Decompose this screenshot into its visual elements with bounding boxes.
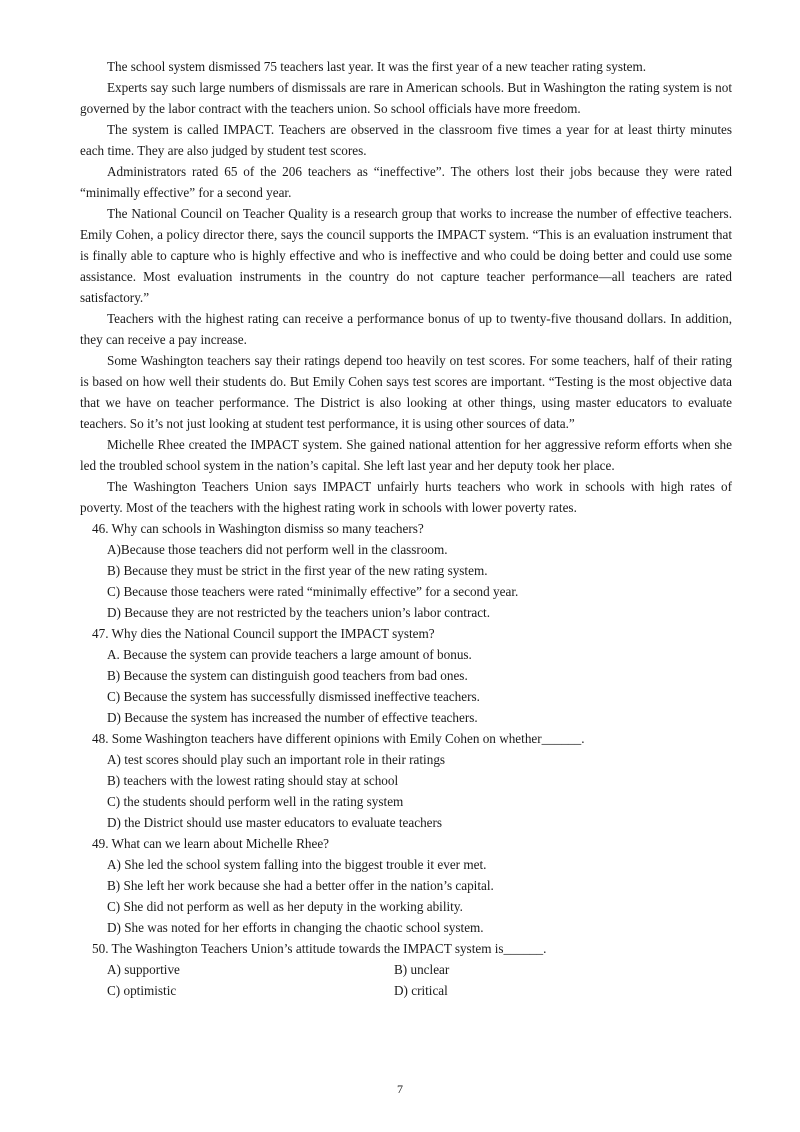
question-50 [80, 938, 732, 1001]
answer-option: A) She led the school system falling into the biggest trouble it ever met. [107, 857, 487, 872]
passage-paragraph: Some Washington teachers say their ratings depend too heavily on test scores. For some teachers, half of their rating is based on how well their students do. But Emily Cohen says test scores are important. “Testing is the most objective data that we have on teacher performance. The District is also looking at other things, using master educators to evaluate teachers. So it’s not just looking at student test performance, it is using other sources of data.” [80, 353, 732, 431]
page-number: 7 [397, 1082, 403, 1096]
answer-option: C) Because those teachers were rated “minimally effective” for a second year. [107, 584, 519, 599]
passage-paragraph: The National Council on Teacher Quality is a research group that works to increase the number of effective teachers. Emily Cohen, a policy director there, says the council supports the IMPACT system. “This is an evaluation instrument that is finally able to capture who is highly effective and who is ineffective and who could be doing better and could use some assistance. Most evaluation instruments in the country do not capture teacher performance—all teachers are rated satisfactory.” [80, 206, 732, 305]
answer-option: B) teachers with the lowest rating should stay at school [107, 773, 399, 788]
answer-option: B) unclear [394, 962, 450, 977]
answer-option: B) Because they must be strict in the first year of the new rating system. [107, 563, 488, 578]
passage-paragraph: The school system dismissed 75 teachers last year. It was the first year of a new teacher rating system. [107, 59, 647, 74]
question-stem: 47. Why dies the National Council support the IMPACT system? [92, 626, 435, 641]
answer-option-row [80, 980, 732, 1001]
answer-option: C) the students should perform well in the rating system [107, 794, 404, 809]
answer-option: C) optimistic [107, 983, 177, 998]
passage-paragraph: Michelle Rhee created the IMPACT system. She gained national attention for her aggressive reform efforts when she led the troubled school system in the nation’s capital. She left last year and her deputy took her place. [80, 437, 732, 473]
question-stem: 49. What can we learn about Michelle Rhee? [92, 836, 330, 851]
question-49 [80, 833, 732, 938]
passage-paragraph: The system is called IMPACT. Teachers are observed in the classroom five times a year for at least thirty minutes each time. They are also judged by student test scores. [80, 122, 732, 158]
answer-option: D) Because they are not restricted by the teachers union’s labor contract. [107, 605, 491, 620]
question-stem: 46. Why can schools in Washington dismiss so many teachers? [92, 521, 424, 536]
passage-paragraph: Administrators rated 65 of the 206 teachers as “ineffective”. The others lost their jobs because they were rated “minimally effective” for a second year. [80, 164, 732, 200]
answer-option: A)Because those teachers did not perform well in the classroom. [107, 542, 448, 557]
passage-paragraph: Teachers with the highest rating can receive a performance bonus of up to twenty-five thousand dollars. In addition, they can receive a pay increase. [80, 311, 732, 347]
reading-passage [80, 56, 732, 518]
passage-paragraph: Experts say such large numbers of dismissals are rare in American schools. But in Washington the rating system is not governed by the labor contract with the teachers union. So school officials have more freedom. [80, 80, 732, 116]
answer-option: B) Because the system can distinguish good teachers from bad ones. [107, 668, 468, 683]
question-stem: 50. The Washington Teachers Union’s attitude towards the IMPACT system is______. [92, 941, 547, 956]
answer-option: D) Because the system has increased the number of effective teachers. [107, 710, 478, 725]
answer-option: C) Because the system has successfully dismissed ineffective teachers. [107, 689, 480, 704]
answer-option: B) She left her work because she had a better offer in the nation’s capital. [107, 878, 494, 893]
question-47 [80, 623, 732, 728]
answer-option: A) supportive [107, 962, 180, 977]
question-stem: 48. Some Washington teachers have different opinions with Emily Cohen on whether______. [92, 731, 585, 746]
answer-option: D) the District should use master educators to evaluate teachers [107, 815, 443, 830]
answer-option: A. Because the system can provide teachers a large amount of bonus. [107, 647, 472, 662]
answer-option-row [80, 959, 732, 980]
passage-paragraph: The Washington Teachers Union says IMPACT unfairly hurts teachers who work in schools with high rates of poverty. Most of the teachers with the highest rating work in schools with lower poverty rates. [80, 479, 732, 515]
answer-option: D) She was noted for her efforts in changing the chaotic school system. [107, 920, 484, 935]
answer-option: A) test scores should play such an important role in their ratings [107, 752, 446, 767]
answer-option: D) critical [394, 983, 448, 998]
answer-option: C) She did not perform as well as her deputy in the working ability. [107, 899, 463, 914]
question-46 [80, 518, 732, 623]
document-page [80, 56, 732, 1001]
question-48 [80, 728, 732, 833]
